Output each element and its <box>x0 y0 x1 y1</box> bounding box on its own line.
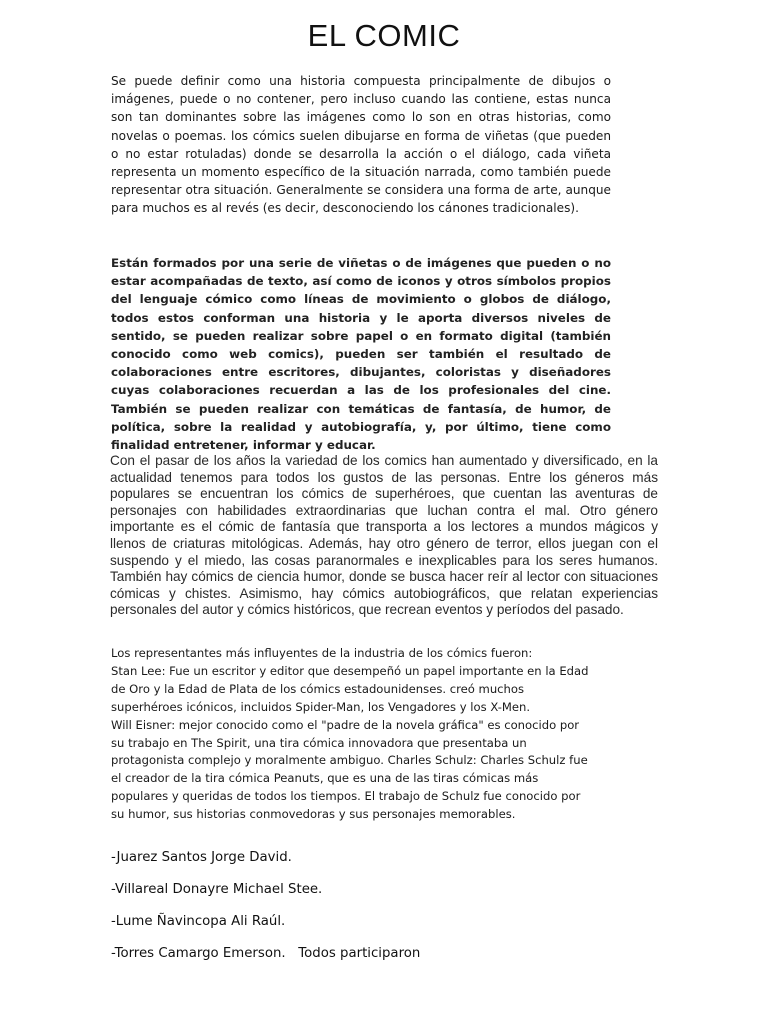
document-title: EL COMIC <box>307 18 461 53</box>
paragraph-genres: Con el pasar de los años la variedad de los comics han aumentado y diversificado, en la actualidad tenemos para todos los gustos de las personas. Entre los géneros más populares se encuentran los cómics de superhéroes, que cuentan las aventuras de personajes con habilidades extraordinarias que luchan contra el mal. Otro género importante es el cómic de fantasía que transporta a los lectores a mundos mágicos y llenos de criaturas mitológicas. Además, hay otro género de terror, ellos juegan con el suspendo y el miedo, las cosas paranormales e inexplicables para los seres humanos. También hay cómics de ciencia humor, donde se busca hacer reír al lector con situaciones cómicas y chistes. Asimismo, hay cómics autobiográficos, que relatan experiencias personales del autor y cómics históricos, que recrean eventos y períodos del pasado. <box>110 453 658 618</box>
author-item: -Lume Ñavincopa Ali Raúl. <box>111 914 286 929</box>
representative-eisner-schulz: Will Eisner: mejor conocido como el "padre de la novela gráfica" es conocido por su trabajo en The Spirit, una tira cómica innovadora que presentaba un protagonista complejo y moralmente ambiguo. Charles Schulz: Charles Schulz fue el creador de la tira cómica Peanuts, que es una de las tiras cómicas más populares y queridas de todos los tiempos. El trabajo de Schulz fue conocido por su humor, sus historias conmovedoras y sus personajes memorables. <box>111 717 588 822</box>
author-list <box>111 846 611 974</box>
author-item: -Torres Camargo Emerson. Todos participaron <box>111 946 421 961</box>
representatives-section <box>111 645 591 824</box>
author-item: -Villareal Donayre Michael Stee. <box>111 882 323 897</box>
author-item: -Juarez Santos Jorge David. <box>111 850 292 865</box>
paragraph-composition: Están formados por una serie de viñetas o de imágenes que pueden o no estar acompañadas de texto, así como de iconos y otros símbolos propios del lenguaje cómico como líneas de movimiento o globos de diálogo, todos estos conforman una historia y le aporta diversos niveles de sentido, se pueden realizar sobre papel o en formato digital (también conocido como web comics), pueden ser también el resultado de colaboraciones entre escritores, dibujantes, coloristas y diseñadores cuyas colaboraciones recuerdan a las de los profesionales del cine. También se pueden realizar con temáticas de fantasía, de humor, de política, sobre la realidad y autobiografía, y, por último, tiene como finalidad entretener, informar y educar. <box>111 256 611 453</box>
paragraph-definition: Se puede definir como una historia compuesta principalmente de dibujos o imágenes, puede o no contener, pero incluso cuando las contiene, estas nunca son tan dominantes sobre las imágenes como lo son en otras historias, como novelas o poemas. los cómics suelen dibujarse en forma de viñetas (que pueden o no estar rotuladas) donde se desarrolla la acción o el diálogo, cada viñeta representa un momento específico de la situación narrada, como también puede representar otra situación. Generalmente se considera una forma de arte, aunque para muchos es al revés (es decir, desconociendo los cánones tradicionales). <box>111 74 611 216</box>
representative-stan-lee: Stan Lee: Fue un escritor y editor que desempeñó un papel importante en la Edad de Oro y la Edad de Plata de los cómics estadounidenses. creó muchos superhéroes icónicos, incluidos Spider-Man, los Vengadores y los X-Men. <box>111 663 589 714</box>
representatives-intro: Los representantes más influyentes de la industria de los cómics fueron: <box>111 646 533 660</box>
